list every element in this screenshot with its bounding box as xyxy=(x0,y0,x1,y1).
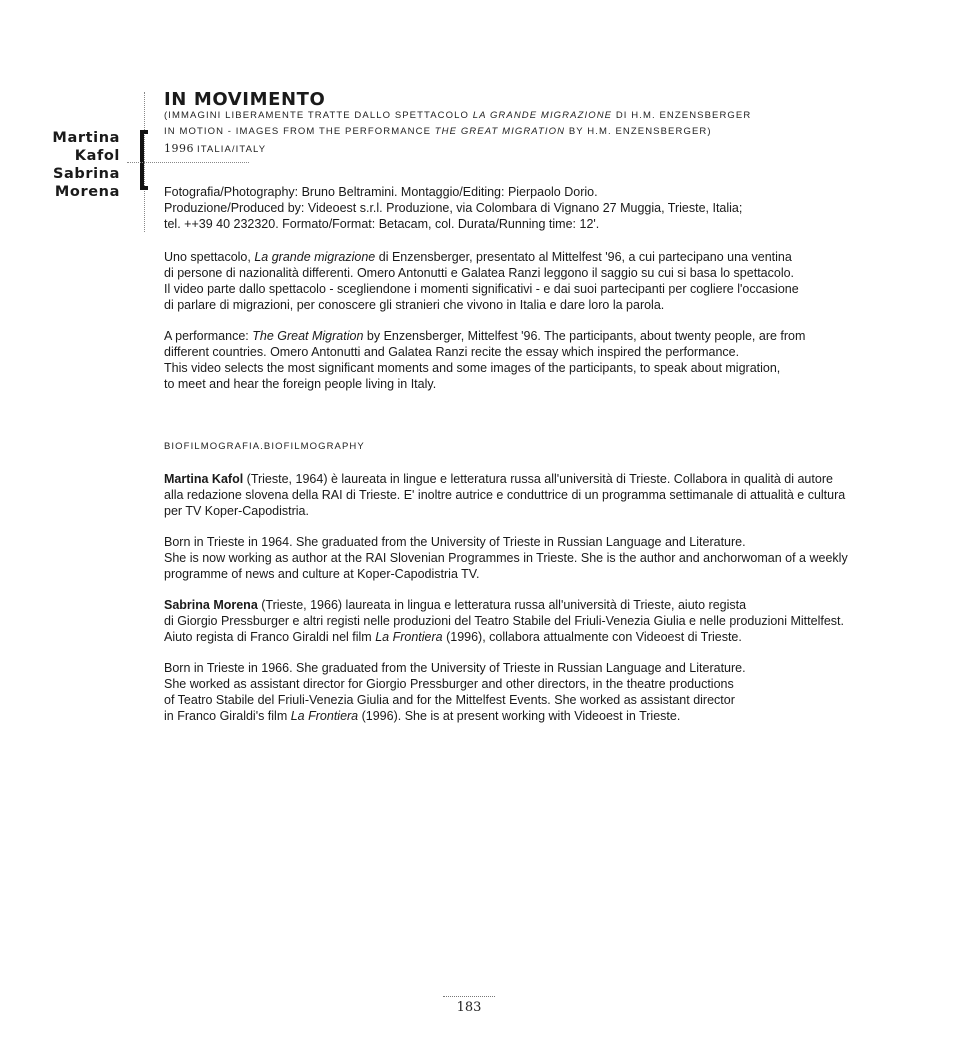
text-span: (1996). She is at present working with Videoest in Trieste. xyxy=(358,709,681,723)
subtitle-text: BY H.M. ENZENSBERGER) xyxy=(565,126,712,137)
author-names xyxy=(40,129,120,201)
horizontal-dotted-rule xyxy=(127,162,249,163)
work-title: La Frontiera xyxy=(375,630,443,644)
subtitle-italian xyxy=(164,110,751,121)
bio-kafol-italian xyxy=(164,471,845,519)
text-span: She worked as assistant director for Giorgio Pressburger and other directors, in the theatre productions xyxy=(164,677,734,691)
text-span: This video selects the most significant moments and some images of the participants, to speak about migration, xyxy=(164,361,781,375)
credit-line: Produzione/Produced by: Videoest s.r.l. Produzione, via Colombara di Vignano 27 Muggia, Trieste, Italia; xyxy=(164,201,743,215)
text-span: (Trieste, 1966) laureata in lingua e letteratura russa all'università di Trieste, aiuto regista xyxy=(257,598,747,612)
synopsis-italian xyxy=(164,249,799,313)
subtitle-text: IN MOTION - IMAGES FROM THE PERFORMANCE xyxy=(164,126,435,137)
text-span: per TV Koper-Capodistria. xyxy=(164,504,309,518)
work-title: La Frontiera xyxy=(290,709,359,723)
text-span: Born in Trieste in 1964. She graduated from the University of Trieste in Russian Language and Literature. xyxy=(164,535,746,549)
work-title: The Great Migration xyxy=(252,329,364,343)
person-name: Martina Kafol xyxy=(164,472,244,486)
text-span: Aiuto regista di Franco Giraldi nel film xyxy=(164,630,376,644)
credit-line: Fotografia/Photography: Bruno Beltramini. Montaggio/Editing: Pierpaolo Dorio. xyxy=(164,185,598,199)
text-span: di parlare di migrazioni, per conoscere gli stranieri che vivono in Italia e dare loro la parola. xyxy=(164,298,665,312)
text-span: Born in Trieste in 1966. She graduated from the University of Trieste in Russian Language and Literature. xyxy=(164,661,746,675)
text-span: di Enzensberger, presentato al Mittelfest '96, a cui partecipano una ventina xyxy=(375,250,792,264)
text-span: (1996), collabora attualmente con Videoest di Trieste. xyxy=(442,630,742,644)
text-span: alla redazione slovena della RAI di Trieste. E' inoltre autrice e conduttrice di un programma settimanale di attualità e cultura xyxy=(164,488,846,502)
subtitle-work-title: THE GREAT MIGRATION xyxy=(434,126,566,137)
author-name-line: Morena xyxy=(54,184,120,200)
year-country xyxy=(164,142,266,155)
text-span: by Enzensberger, Mittelfest '96. The participants, about twenty people, are from xyxy=(363,329,806,343)
text-span: She is now working as author at the RAI Slovenian Programmes in Trieste. She is the author and anchorwoman of a weekly xyxy=(164,551,848,565)
text-span: di Giorgio Pressburger e altri registi nelle produzioni del Teatro Stabile del Friuli-Venezia Giulia e nelle produzioni Mittelfest. xyxy=(164,614,844,628)
text-span: di persone di nazionalità differenti. Omero Antonutti e Galatea Ranzi leggono il saggio su cui si basa lo spettacolo. xyxy=(164,266,795,280)
bio-kafol-english xyxy=(164,534,848,582)
subtitle-english xyxy=(164,126,712,137)
subtitle-work-title: LA GRANDE MIGRAZIONE xyxy=(472,110,613,121)
text-span: (Trieste, 1964) è laureata in lingue e letteratura russa all'università di Trieste. Collabora in qualità di autore xyxy=(243,472,833,486)
page-number: 183 xyxy=(456,1000,482,1015)
bracket-ornament xyxy=(140,130,148,190)
subtitle-text: (IMMAGINI LIBERAMENTE TRATTE DALLO SPETTACOLO xyxy=(164,110,473,121)
credits-block xyxy=(164,184,742,232)
synopsis-english xyxy=(164,328,805,392)
person-name: Sabrina Morena xyxy=(164,598,258,612)
text-span: in Franco Giraldi's film xyxy=(164,709,291,723)
text-span: to meet and hear the foreign people living in Italy. xyxy=(164,377,437,391)
text-span: A performance: xyxy=(164,329,253,343)
text-span: programme of news and culture at Koper-Capodistria TV. xyxy=(164,567,480,581)
text-span: of Teatro Stabile del Friuli-Venezia Giulia and for the Mittelfest Events. She worked as assistant director xyxy=(164,693,735,707)
author-name-line: Martina xyxy=(52,130,120,146)
page-number-rule xyxy=(443,996,495,997)
text-span: Uno spettacolo, xyxy=(164,250,255,264)
subtitle-text: DI H.M. ENZENSBERGER xyxy=(612,110,752,121)
text-span: different countries. Omero Antonutti and Galatea Ranzi recite the essay which inspired the performance. xyxy=(164,345,740,359)
production-year: 1996 xyxy=(164,142,194,155)
film-title: IN MOVIMENTO xyxy=(164,89,326,110)
biofilmography-heading: BIOFILMOGRAFIA.BIOFILMOGRAPHY xyxy=(164,441,365,452)
bio-morena-italian xyxy=(164,597,844,645)
production-country: ITALIA/ITALY xyxy=(197,144,267,155)
work-title: La grande migrazione xyxy=(254,250,376,264)
bio-morena-english xyxy=(164,660,746,724)
credit-line: tel. ++39 40 232320. Formato/Format: Betacam, col. Durata/Running time: 12'. xyxy=(164,217,600,231)
author-name-line: Kafol xyxy=(74,148,120,164)
text-span: Il video parte dallo spettacolo - scegliendone i momenti significativi - e dai suoi partecipanti per cogliere l'occasione xyxy=(164,282,799,296)
author-name-line: Sabrina xyxy=(52,166,120,182)
